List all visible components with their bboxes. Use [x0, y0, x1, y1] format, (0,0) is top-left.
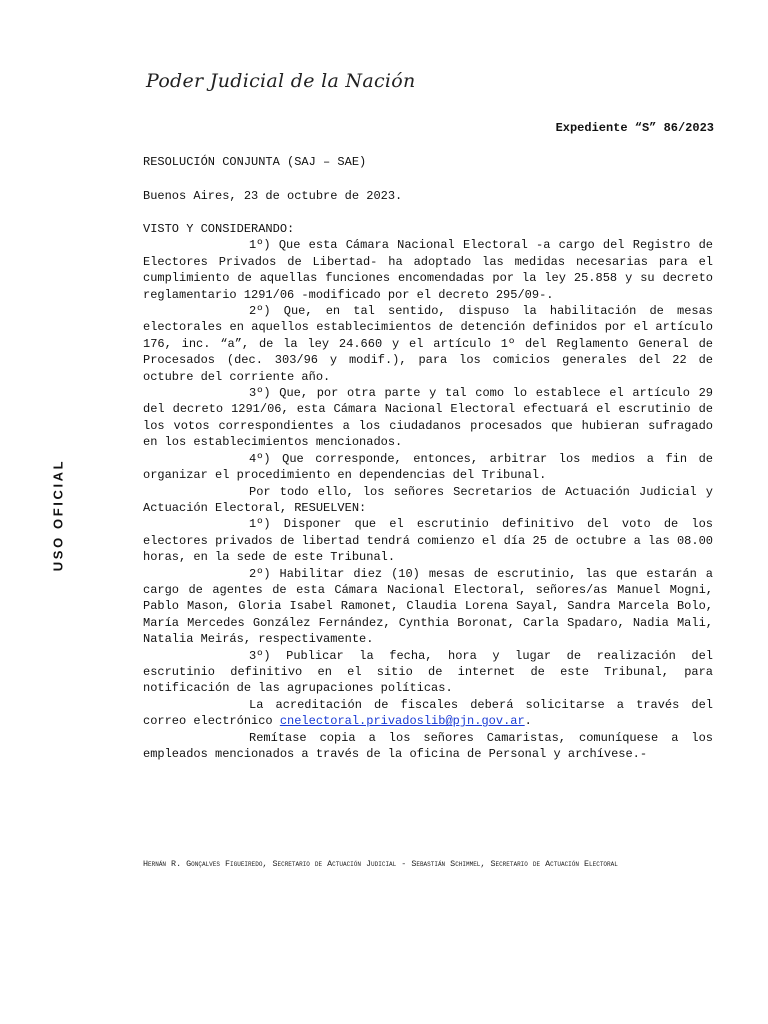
email-link[interactable]: cnelectoral.privadoslib@pjn.gov.ar: [279, 714, 525, 729]
resolution-title: RESOLUCIÓN CONJUNTA (SAJ – SAE): [143, 155, 367, 169]
considerando-3: 3º) Que, por otra parte y tal como lo establece el artículo 29 del decreto 1291/06, esta Cámara Nacional Electoral efectuará el escrutinio de los votos correspondientes a los ciudadanos procesados que hubieran sufragado en los establecimientos mencionados.: [143, 386, 713, 450]
resuelven-intro: Por todo ello, los señores Secretarios de Actuación Judicial y Actuación Electoral, RESUELVEN:: [143, 484, 713, 515]
considerando-2: 2º) Que, en tal sentido, dispuso la habilitación de mesas electorales en aquellos establecimientos de detención definidos por el artículo 176, inc. “a”, de la ley 24.660 y el artículo 1º del Reglamento General de Procesados (dec. 303/96 y modif.), para los comicios generales del 22 de octubre del corriente año.: [143, 304, 713, 384]
acreditacion-end: .: [524, 714, 532, 729]
considerando-1: 1º) Que esta Cámara Nacional Electoral -a cargo del Registro de Electores Privados de Libertad- ha adoptado las medidas necesarias para el cumplimiento de aquellas funciones encomendadas por la ley 25.858 y su decreto reglamentario 1291/06 -modificado por el decreto 295/09-.: [143, 238, 713, 302]
resuelve-1: 1º) Disponer que el escrutinio definitivo del voto de los electores privados de libertad tendrá comienzo el día 25 de octubre a las 08.00 horas, en la sede de este Tribunal.: [143, 517, 713, 565]
date-line: Buenos Aires, 23 de octubre de 2023.: [143, 189, 403, 203]
uso-oficial-label: USO OFICIAL: [50, 458, 66, 572]
resuelve-3: 3º) Publicar la fecha, hora y lugar de realización del escrutinio definitivo en el sitio de internet de este Tribunal, para notificación de las agrupaciones políticas.: [143, 648, 713, 696]
acreditacion-text: La acreditación de fiscales deberá solicitarse a través del correo electrónico: [143, 697, 713, 729]
page-header-title: Poder Judicial de la Nación: [146, 70, 416, 92]
visto-heading: VISTO Y CONSIDERANDO:: [143, 222, 295, 236]
considerando-4: 4º) Que corresponde, entonces, arbitrar los medios a fin de organizar el procedimiento en dependencias del Tribunal.: [143, 451, 713, 483]
document-body: [143, 221, 713, 762]
remitase-paragraph: Remítase copia a los señores Camaristas, comuníquese a los empleados mencionados a través de la oficina de Personal y archívese.-: [143, 730, 713, 761]
acreditacion-paragraph: [143, 697, 713, 730]
resuelve-2: 2º) Habilitar diez (10) mesas de escrutinio, las que estarán a cargo de agentes de esta Cámara Nacional Electoral, señores/as Manuel Mogni, Pablo Mason, Gloria Isabel Ramonet, Claudia Lorena Sayal, Sandra Marcela Bolo, María Mercedes González Fernández, Cynthia Boronat, Carla Spadaro, Nadia Mali, Natalia Meirás, respectivamente.: [143, 566, 713, 647]
signature-block: Hernán R. Gonçalves Figueiredo, Secretario de Actuación Judicial - Sebastián Schimmel, Secretario de Actuación Electoral: [143, 859, 618, 869]
expediente-number: Expediente “S” 86/2023: [555, 121, 714, 135]
